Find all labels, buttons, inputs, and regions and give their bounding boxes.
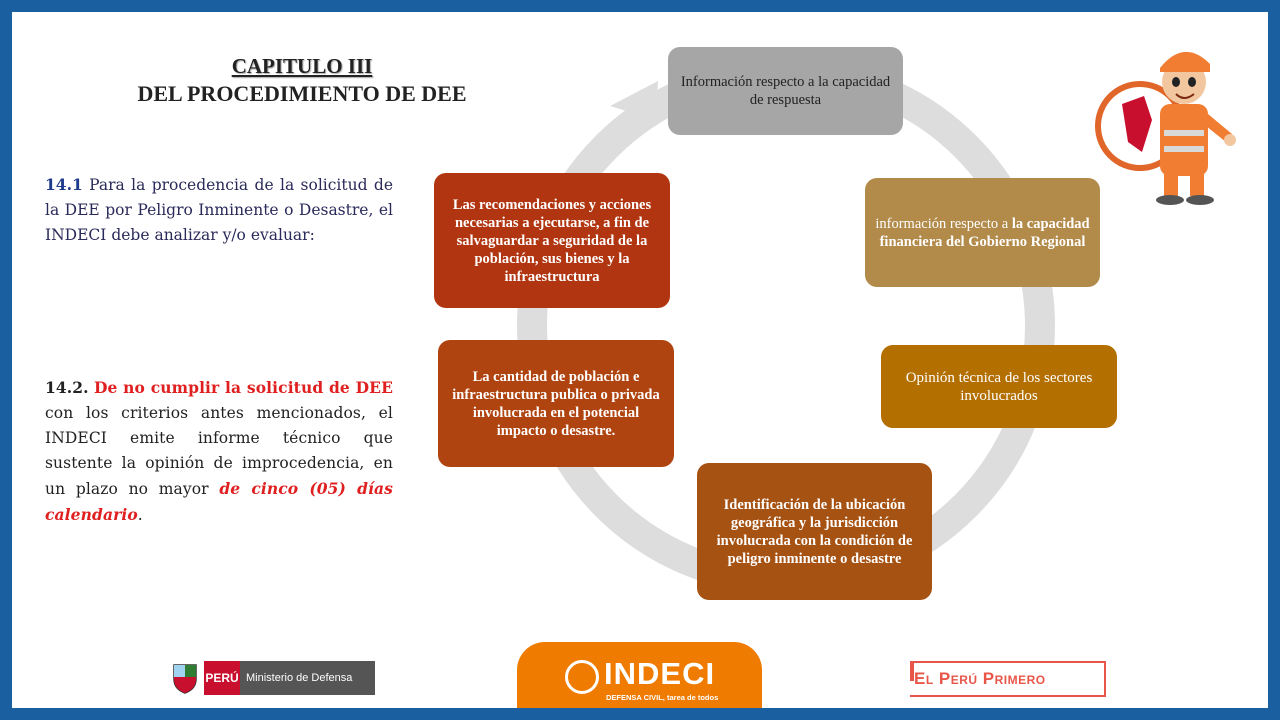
paragraph-text: con los criterios antes mencionados, el INDECI emite informe técnico que sustente la opinión de improcedencia, en un plazo no mayor bbox=[45, 404, 393, 498]
chapter-title: CAPITULO III bbox=[231, 54, 373, 78]
mascot-icon bbox=[1092, 34, 1242, 209]
box-text: información respecto a bbox=[875, 215, 1012, 232]
peru-primero-text: El Perú Primero bbox=[914, 669, 1046, 688]
peru-ministerio-logo bbox=[170, 657, 375, 699]
box-recomendaciones: Las recomendaciones y acciones necesarias a ejecutarse, a fin de salvaguardar a seguridad de la población, sus bienes y la infraestructura bbox=[434, 173, 670, 308]
slide bbox=[12, 12, 1268, 708]
chapter-subtitle: DEL PROCEDIMIENTO DE DEE bbox=[137, 81, 467, 106]
box-opinion-tecnica: Opinión técnica de los sectores involucrados bbox=[881, 345, 1117, 428]
indeci-emblem-icon bbox=[565, 660, 599, 694]
box-ubicacion: Identificación de la ubicación geográfica y la jurisdicción involucrada con la condición de peligro inminente o desastre bbox=[697, 463, 932, 600]
deadline-text: de cinco (05) días calendario bbox=[45, 479, 394, 524]
indeci-tagline: DEFENSA CIVIL, tarea de todos bbox=[606, 693, 719, 702]
paragraph-text: Para la procedencia de la solicitud de la DEE por Peligro Inminente o Desastre, el INDECI debe analizar y/o evaluar: bbox=[45, 176, 393, 244]
paragraph-end: . bbox=[137, 506, 143, 524]
ministerio-label: Ministerio de Defensa bbox=[240, 661, 375, 695]
box-capacidad-respuesta: Información respecto a la capacidad de respuesta bbox=[668, 47, 903, 135]
frame-bottom-strip bbox=[0, 708, 1280, 720]
box-poblacion: La cantidad de población e infraestructura publica o privada involucrada en el potencial impacto o desastre. bbox=[438, 340, 674, 467]
indeci-name: INDECI bbox=[604, 656, 716, 691]
paragraph-number: 14.2. bbox=[45, 378, 89, 397]
highlight-text: De no cumplir la solicitud de DEE bbox=[93, 378, 393, 397]
coat-of-arms-icon bbox=[170, 661, 200, 695]
paragraph-number: 14.1 bbox=[45, 175, 83, 194]
peru-label: PERÚ bbox=[204, 661, 240, 695]
box-capacidad-financiera bbox=[865, 178, 1100, 287]
peru-primero-accent bbox=[910, 661, 914, 681]
box-text-bold: la capacidad financiera del Gobierno Regional bbox=[879, 215, 1090, 250]
peru-primero-logo bbox=[910, 661, 1106, 697]
indeci-logo bbox=[517, 642, 762, 708]
